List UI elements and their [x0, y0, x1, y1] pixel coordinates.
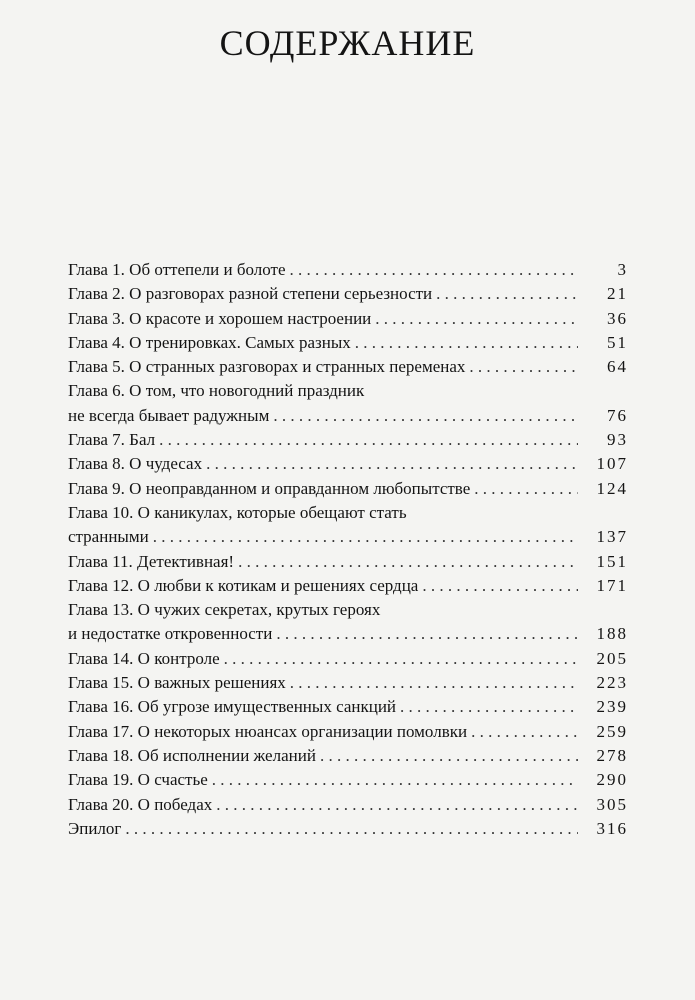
toc-entry-title: Глава 5. О странных разговорах и странных переменах [68, 357, 466, 377]
toc-line [68, 404, 628, 428]
toc-line [68, 817, 628, 841]
toc-entry [68, 307, 628, 331]
toc-line [68, 282, 628, 306]
toc-entry [68, 647, 628, 671]
toc-line [68, 477, 628, 501]
toc-page-number: 76 [607, 405, 628, 425]
toc-entry-title: Глава 16. Об угрозе имущественных санкций [68, 697, 397, 717]
toc-line [68, 574, 628, 598]
toc-line [68, 355, 628, 379]
toc-page-number: 3 [617, 260, 628, 279]
toc-line [68, 695, 628, 719]
toc-entry [68, 477, 628, 501]
toc-page-number: 205 [596, 648, 628, 668]
toc-line [68, 598, 628, 622]
toc-page-number: 239 [596, 697, 628, 717]
toc-page-number: 51 [607, 332, 628, 352]
toc-entry [68, 452, 628, 476]
toc-line [68, 379, 628, 403]
dot-leader [422, 574, 578, 598]
dot-leader [290, 671, 578, 695]
toc-page-number: 93 [607, 430, 628, 450]
toc-entry-title: Глава 9. О неоправданном и оправданном любопытстве [68, 478, 471, 498]
dot-leader [224, 647, 578, 671]
dot-leader [153, 525, 578, 549]
toc-entry-title: Глава 8. О чудесах [68, 454, 203, 474]
toc-line [68, 501, 628, 525]
toc-entry [68, 501, 628, 550]
toc-line [68, 452, 628, 476]
toc-line [68, 744, 628, 768]
toc-line [68, 793, 628, 817]
toc-entry [68, 550, 628, 574]
toc-entry [68, 817, 628, 841]
dot-leader [320, 744, 578, 768]
toc-line [68, 550, 628, 574]
dot-leader [212, 768, 578, 792]
toc-entry-title: Глава 15. О важных решениях [68, 673, 286, 693]
toc-entry [68, 768, 628, 792]
toc-line [68, 647, 628, 671]
toc-page-number: 259 [596, 721, 628, 741]
toc-line [68, 307, 628, 331]
toc-entry [68, 720, 628, 744]
toc-entry-title: Глава 18. Об исполнении желаний [68, 745, 316, 765]
dot-leader [125, 817, 578, 841]
toc-page-number: 290 [596, 770, 628, 790]
dot-leader [276, 622, 578, 646]
toc-line [68, 525, 628, 549]
dot-leader [375, 307, 578, 331]
toc-page-number: 278 [596, 745, 628, 765]
dot-leader [216, 793, 578, 817]
toc-entry-title: Глава 13. О чужих секретах, крутых героях [68, 600, 381, 620]
toc-entry [68, 744, 628, 768]
toc-entry [68, 671, 628, 695]
table-of-contents [68, 258, 628, 841]
toc-line [68, 768, 628, 792]
dot-leader [238, 550, 578, 574]
toc-entry-title: Глава 11. Детективная! [68, 551, 235, 571]
toc-page-number: 223 [596, 673, 628, 693]
toc-page-number: 137 [596, 527, 628, 547]
toc-page-number: 21 [607, 284, 628, 304]
toc-entry-title: Глава 2. О разговорах разной степени серьезности [68, 284, 433, 304]
toc-entry [68, 282, 628, 306]
toc-line [68, 671, 628, 695]
toc-entry [68, 428, 628, 452]
toc-entry [68, 379, 628, 428]
toc-line [68, 622, 628, 646]
toc-entry [68, 258, 628, 282]
toc-line [68, 258, 628, 282]
toc-entry [68, 331, 628, 355]
toc-entry-title: Глава 3. О красоте и хорошем настроении [68, 308, 372, 328]
dot-leader [290, 258, 578, 282]
toc-page-number: 64 [607, 357, 628, 377]
dot-leader [436, 282, 578, 306]
toc-entry-title: не всегда бывает радужным [68, 405, 270, 425]
toc-entry-title: Глава 7. Бал [68, 430, 156, 450]
page-title: СОДЕРЖАНИЕ [219, 23, 476, 63]
toc-page-number: 107 [596, 454, 628, 474]
toc-entry-title: и недостатке откровенности [68, 624, 273, 644]
toc-entry [68, 793, 628, 817]
toc-entry [68, 574, 628, 598]
dot-leader [400, 695, 578, 719]
dot-leader [469, 355, 578, 379]
dot-leader [273, 404, 578, 428]
toc-page-number: 124 [596, 478, 628, 498]
toc-line [68, 428, 628, 452]
toc-entry-title: Глава 4. О тренировках. Самых разных [68, 332, 351, 352]
toc-entry-title: странными [68, 527, 149, 547]
toc-line [68, 331, 628, 355]
toc-entry-title: Глава 17. О некоторых нюансах организации помолвки [68, 721, 468, 741]
toc-entry-title: Глава 10. О каникулах, которые обещают стать [68, 502, 407, 522]
toc-entry-title: Глава 20. О победах [68, 794, 213, 814]
toc-entry-title: Глава 14. О контроле [68, 648, 220, 668]
toc-entry [68, 598, 628, 647]
toc-entry-title: Глава 6. О том, что новогодний праздник [68, 381, 365, 401]
toc-page-number: 36 [607, 308, 628, 328]
toc-page-number: 151 [596, 551, 628, 571]
toc-entry [68, 695, 628, 719]
toc-entry-title: Глава 1. Об оттепели и болоте [68, 260, 286, 279]
dot-leader [355, 331, 578, 355]
toc-page-number: 305 [596, 794, 628, 814]
toc-entry-title: Глава 19. О счастье [68, 770, 208, 790]
toc-entry [68, 355, 628, 379]
dot-leader [159, 428, 578, 452]
dot-leader [206, 452, 578, 476]
dot-leader [474, 477, 578, 501]
toc-entry-title: Эпилог [68, 818, 122, 838]
toc-line [68, 720, 628, 744]
toc-page-number: 171 [596, 575, 628, 595]
toc-page-number: 316 [596, 818, 628, 838]
toc-entry-title: Глава 12. О любви к котикам и решениях сердца [68, 575, 419, 595]
toc-page-number: 188 [596, 624, 628, 644]
dot-leader [471, 720, 578, 744]
